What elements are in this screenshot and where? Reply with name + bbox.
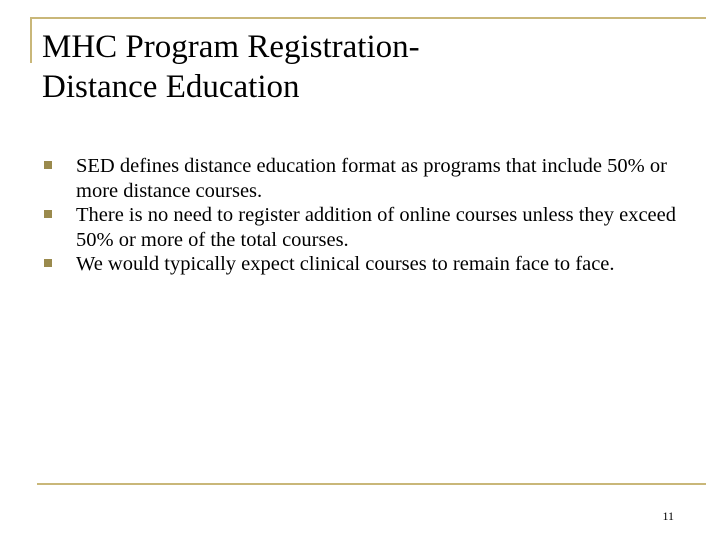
slide-title-line-1: MHC Program Registration-	[42, 29, 420, 65]
bullet-text-3: We would typically expect clinical courses to remain face to face.	[76, 253, 615, 275]
slide-title-line-2: Distance Education	[42, 69, 300, 105]
bullet-text-1: SED defines distance education format as programs that include 50% or more distance courses.	[76, 155, 667, 202]
bottom-rule	[37, 483, 706, 485]
bullet-text-2: There is no need to register addition of online courses unless they exceed 50% or more of the total courses.	[76, 204, 677, 251]
square-bullet-icon	[44, 210, 52, 218]
page-number: 11	[662, 509, 674, 523]
bullet-item-3	[42, 252, 682, 277]
square-bullet-icon	[44, 259, 52, 267]
bullet-list	[42, 154, 682, 277]
square-bullet-icon	[44, 161, 52, 169]
bullet-item-2	[42, 203, 682, 252]
slide-title	[42, 27, 682, 107]
left-rule	[30, 17, 32, 63]
bullet-item-1	[42, 154, 682, 203]
top-rule	[30, 17, 706, 19]
